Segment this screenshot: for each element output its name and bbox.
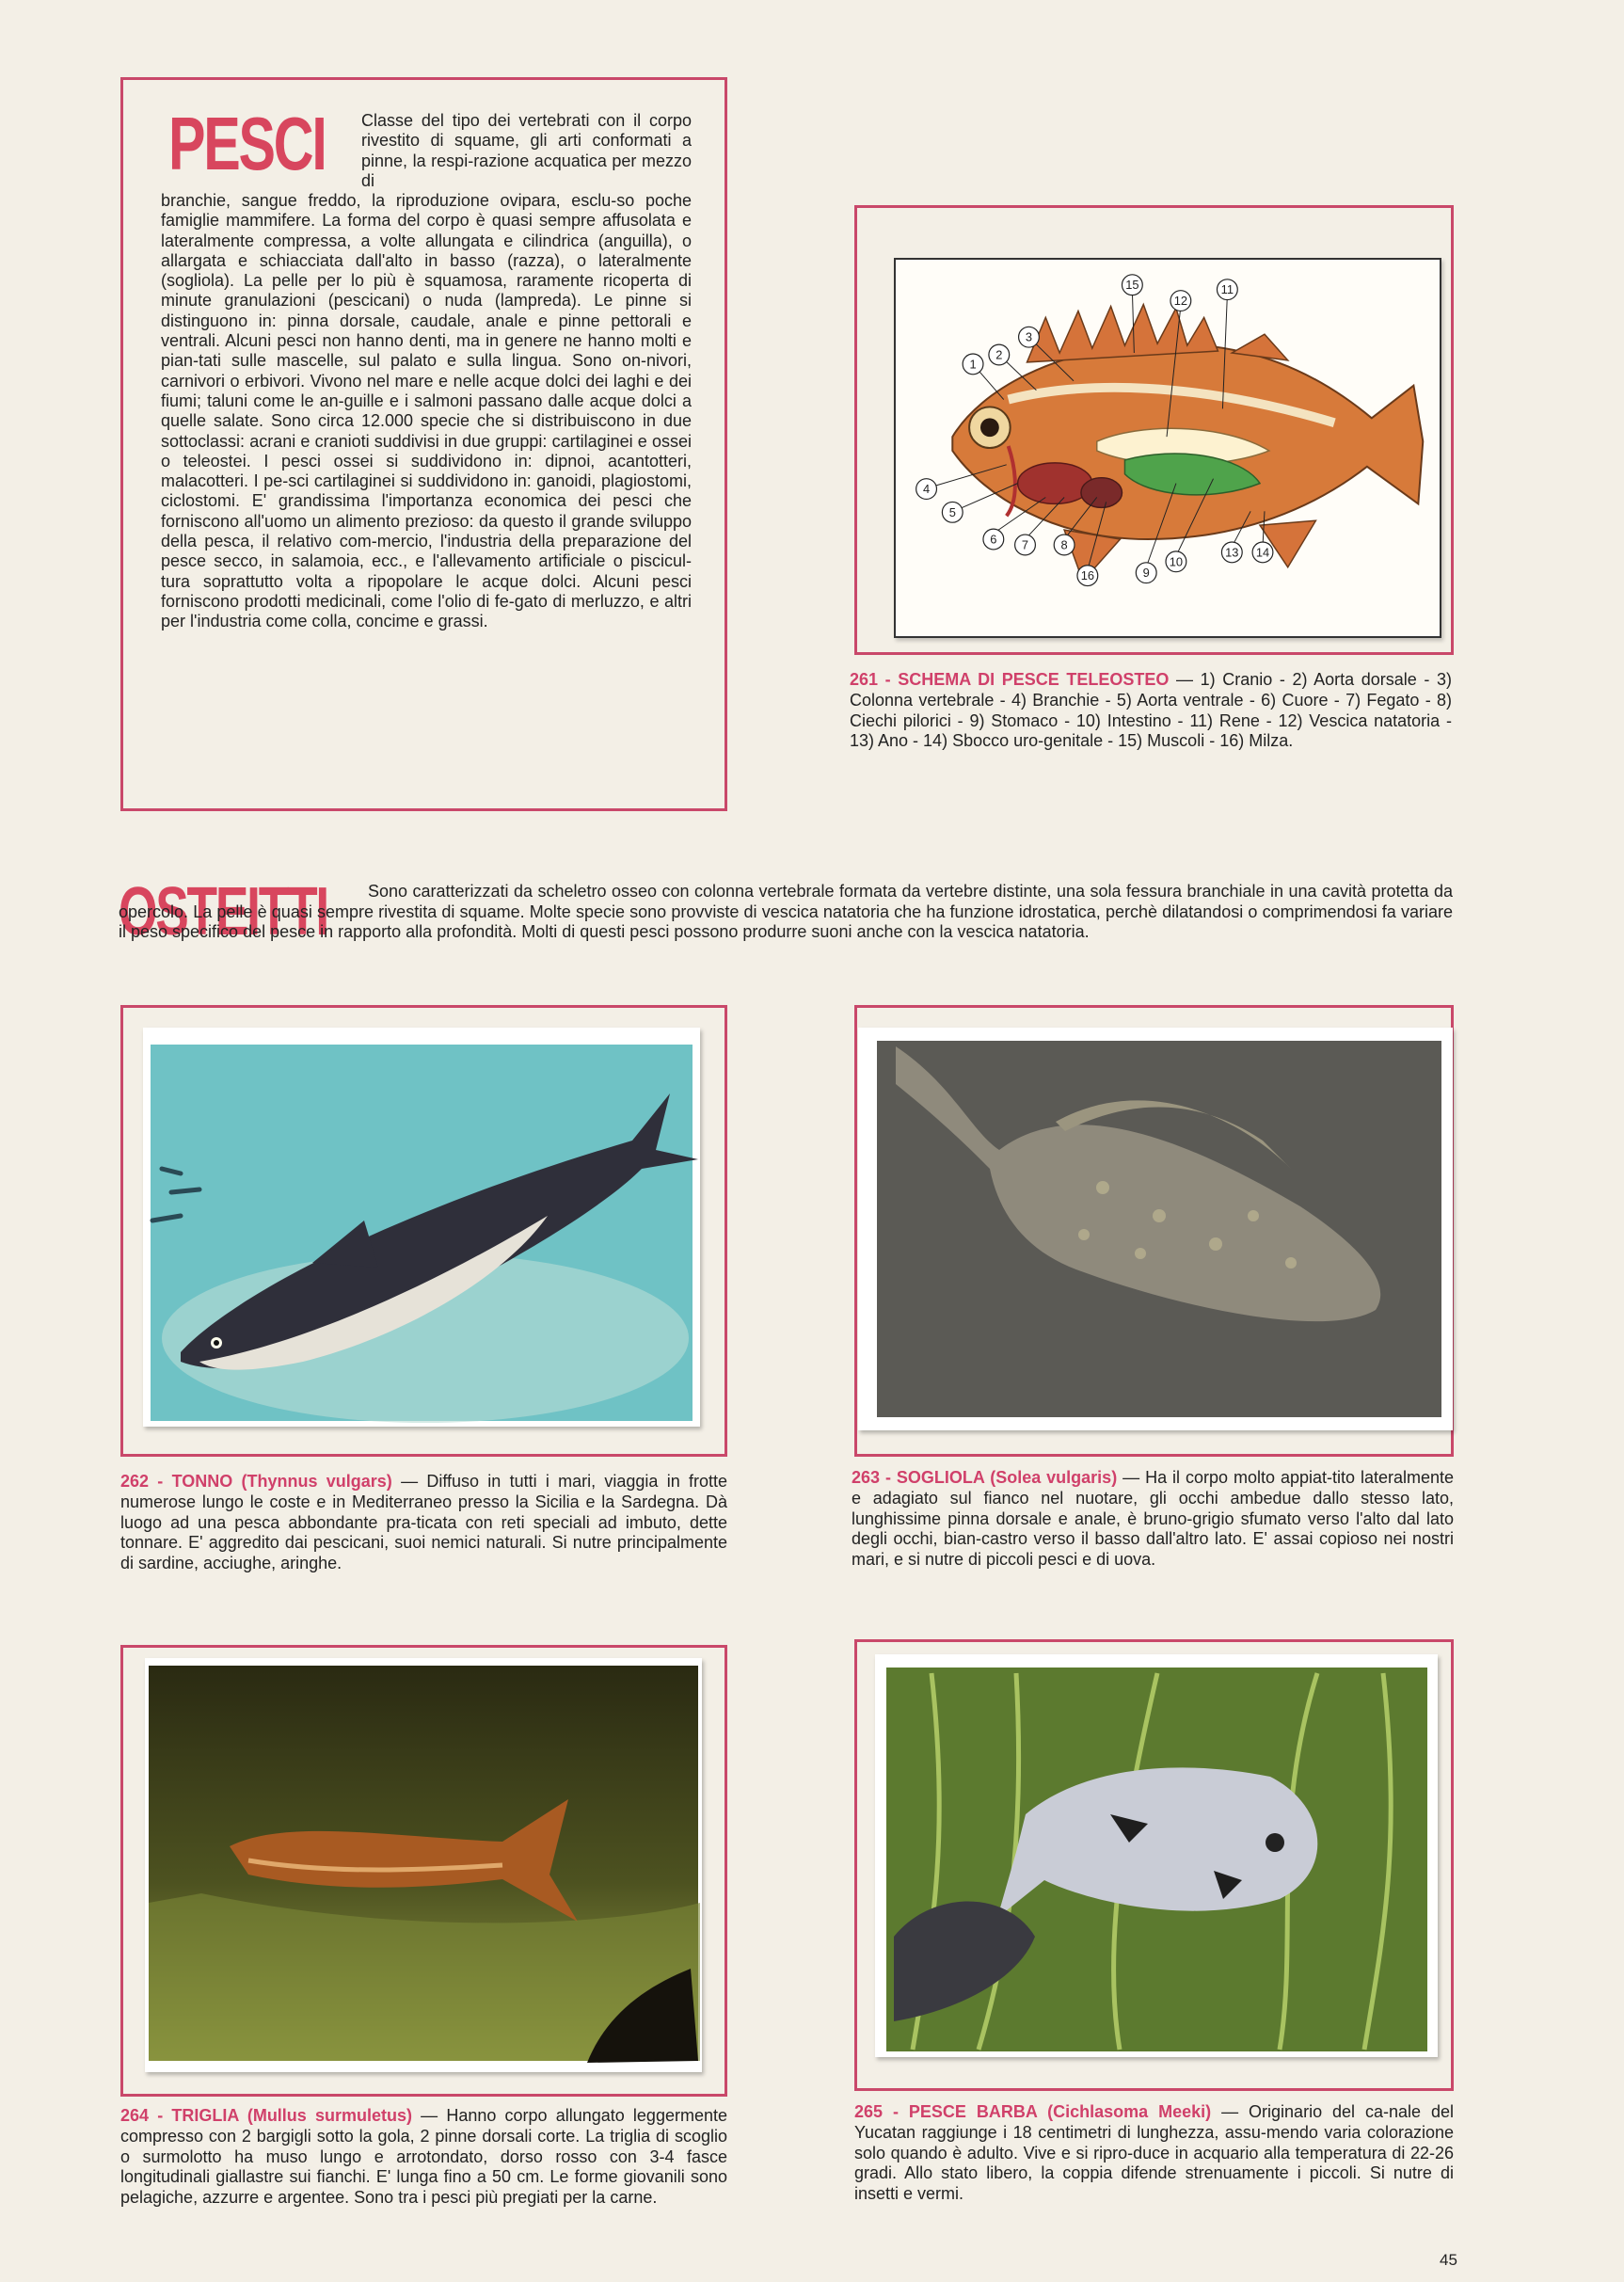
anatomy-illustration [896,260,1440,636]
osteitti-title: OSTEITTI [119,874,327,950]
page-number: 45 [1440,2251,1457,2269]
diagram-caption-body: — 1) Cranio - 2) Aorta dorsale - 3) Colonna vertebrale - 4) Branchie - 5) Aorta ventrale - 6) Cuore - 7) Fegato - 8) Ciechi pilorici - 9) Stomaco - 10) Intestino - 11) Rene - 12) Vescica natatoria - 13) Ano - 14) Sbocco uro-genitale - 15) Muscoli - 16) Milza. [850,670,1452,751]
label-5: 5 [948,504,956,519]
label-14: 14 [1255,545,1270,560]
diagram-caption-head: 261 - SCHEMA DI PESCE TELEOSTEO [850,670,1170,689]
sogliola-caption [852,1468,1454,1571]
triglia-caption [120,2106,727,2209]
osteitti-text: Sono caratterizzati da scheletro osseo con colonna vertebrale formata da vertebre distinte, una sola fessura branchiale in una cavità protetta da opercolo. La pelle è quasi sempre rivestita di squame. Molte specie sono provviste di vescica natatoria che ha funzione idrostatica, perchè dilatandosi o comprimendosi fa variare il peso specifico del pesce in rapporto alla profondità. Molti di questi pesci possono produrre suoni anche con la vescica natatoria. [119,882,1453,941]
label-3: 3 [1025,329,1033,344]
label-9: 9 [1142,566,1150,581]
pesci-title: PESCI [168,102,326,185]
label-13: 13 [1225,545,1239,560]
label-10: 10 [1169,554,1184,569]
label-6: 6 [990,532,997,547]
label-2: 2 [995,347,1003,362]
label-15: 15 [1125,278,1139,293]
sogliola-caption-head: 263 - SOGLIOLA (Solea vulgaris) [852,1468,1118,1487]
tonno-caption-body: — Diffuso in tutti i mari, viaggia in frotte numerose lungo le coste e in Mediterraneo presso la Sicilia e la Sardegna. Dà luogo ad una pesca abbondante pra-ticata con reti speciali ad imbuto, dette tonnare. E' aggredito dai pescicani, suoi nemici naturali. Si nutre principalmente di sardine, acciughe, aringhe. [120,1472,728,1573]
pesce-barba-photo [875,1654,1438,2057]
triglia-caption-head: 264 - TRIGLIA (Mullus surmuletus) [120,2106,412,2125]
pesce-barba-caption-body: — Originario del ca-nale del Yucatan raggiunge i 18 centimetri di lunghezza, assu-mendo varia colorazione solo quando è adulto. Vive e si ripro-duce in acquario alla temperatura di 22-26 gradi. Allo stato libero, la coppia difende strenuamente i piccoli. Si nutre di insetti e vermi. [854,2102,1454,2204]
label-11: 11 [1220,282,1234,297]
pesce-barba-caption-head: 265 - PESCE BARBA (Cichlasoma Meeki) [854,2102,1212,2121]
triglia-photo [145,1658,702,2072]
pesci-lead: Classe del tipo dei vertebrati con il corpo rivestito di squame, gli arti conformati a pinne, la respi-razione acquatica per mezzo di [361,111,692,190]
label-8: 8 [1060,537,1068,552]
triglia-caption-body: — Hanno corpo allungato leggermente compresso con 2 bargigli sotto la gola, 2 pinne dorsali corte. La triglia di scoglio o surmolotto ha muso lungo e arrotondato, dorso rosso con 3-4 fasce longitudinali giallastre sui fianchi. E' lunga fino a 50 cm. Le forme giovanili sono pelagiche, azzurre e argentee. Sono tra i pesci più pregiati per la carne. [120,2106,727,2208]
tonno-caption-head: 262 - TONNO (Thynnus vulgars) [120,1472,392,1491]
pesci-box [120,77,727,811]
diagram-caption [850,670,1452,752]
label-16: 16 [1080,568,1095,583]
label-4: 4 [922,482,931,497]
tonno-caption [120,1472,727,1574]
label-1: 1 [969,357,977,372]
fish-anatomy-diagram [894,258,1441,638]
label-12: 12 [1173,294,1188,309]
label-7: 7 [1021,537,1029,552]
sogliola-photo [858,1028,1453,1430]
sogliola-caption-body: — Ha il corpo molto appiat-tito lateralmente e adagiato sul fianco nel nuotare, gli occhi ambedue dallo stesso lato, lunghissime pinna dorsale e anale, è bruno-grigio sfumato verso l'alto dal lato degli occhi, bian-castro verso il basso dall'altro lato. E' assai copioso nei nostri mari, e si nutre di piccoli pesci e di uova. [852,1468,1454,1570]
pesce-barba-caption [854,2102,1454,2205]
pesci-body: branchie, sangue freddo, la riproduzione ovipara, esclu-so poche famiglie mammifere. La forma del corpo è quasi sempre affusolata e lateralmente compressa, a volte allungata e cilindrica (anguilla), o allargata e schiacciata dall'alto in basso (razza), o lateralmente (sogliola). La pelle per lo più è squamosa, raramente ricoperta di minute granulazioni (pescicani) o nuda (lampreda). Le pinne si distinguono in: pinna dorsale, caudale, anale e pinne pettorali e ventrali. Alcuni pesci non hanno denti, ma in genere ne hanno molti e pian-tati sulle mascelle, sul palato e sulla lingua. Sono on-nivori, carnivori o erbivori. Vivono nel mare e nelle acque dolci dei laghi e dei fiumi; taluni come le an-guille e i salmoni passano dalle acque dolci a quelle salate. Sono circa 12.000 specie che si distribuiscono in due sottoclassi: acrani e cranioti suddivisi in due gruppi: cartilaginei e ossei o teleostei. I pesci ossei si suddividono in: dipnoi, acantotteri, malacotteri. I pe-sci cartilaginei si suddividono in: ganoidi, plagiostomi, ciclostomi. E' grandissima l'importanza economica dei pesci che forniscono all'uomo un alimento prezioso: da questo il grande sviluppo della pesca, il relativo com-mercio, l'industria della preparazione del pesce secco, in salamoia, ecc., e l'allevamento artificiale o piscicul-tura soprattutto volta a ripopolare le acque dolci. Alcuni pesci forniscono prodotti medicinali, come l'olio di fe-gato di merluzzo, e altri per l'industria come colla, concime e grassi. [161,191,692,631]
tonno-photo [143,1028,700,1427]
